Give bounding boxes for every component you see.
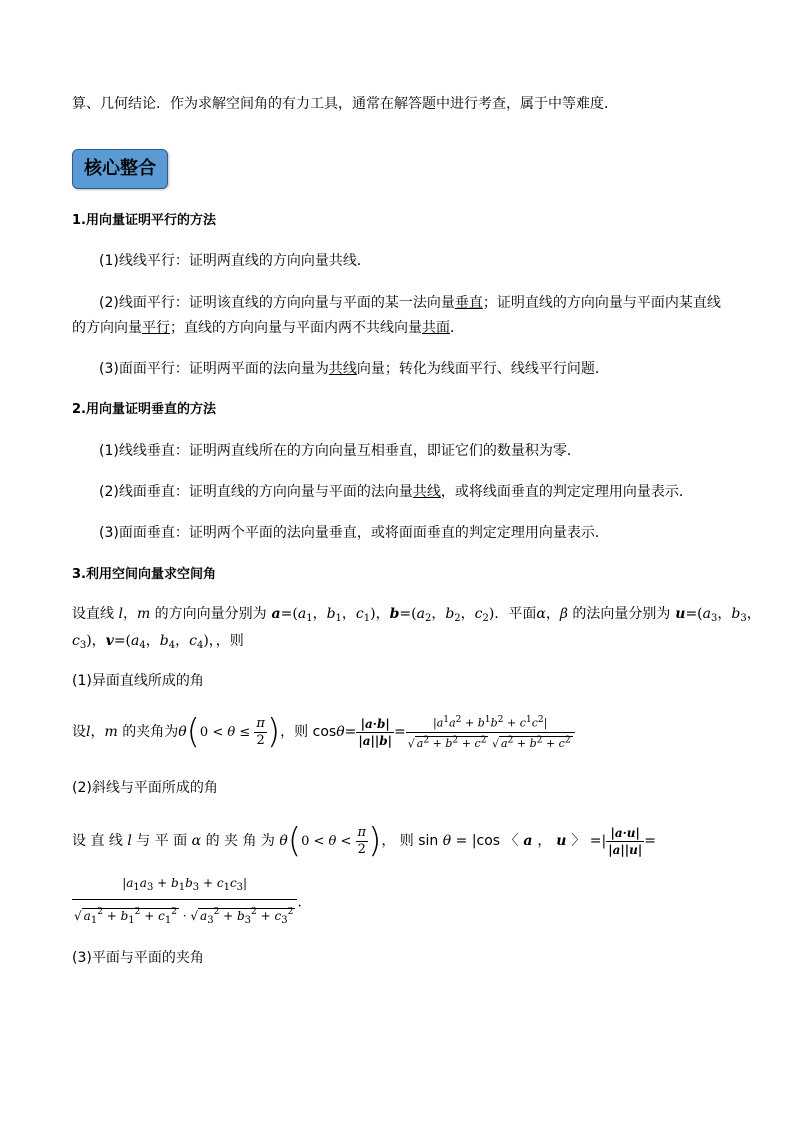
f1a: 设: [72, 724, 86, 741]
s1-p2h: ．: [450, 320, 464, 336]
section-badge: 核心整合: [72, 149, 168, 189]
intro-text: 算、几何结论．作为求解空间角的有力工具，通常在解答题中进行考查，属于中等难度．: [72, 96, 618, 112]
f1c: ，则 cos: [280, 724, 337, 741]
s3-setup2: ，: [122, 606, 137, 622]
s3-setup1: 设直线: [72, 606, 114, 622]
s1-p2g: 共面: [422, 320, 450, 336]
s2-p2b: 共线: [412, 484, 441, 500]
section-3-heading: 3.利用空间向量求空间角: [72, 567, 216, 582]
s3-sub3: (3)平面与平面的夹角: [72, 950, 204, 966]
s3-sub2: (2)斜线与平面所成的角: [72, 780, 218, 796]
f2f: ，: [537, 833, 552, 849]
s3-sub1: (1)异面直线所成的角: [72, 673, 204, 689]
s2-p2: [99, 482, 693, 502]
s1-p2e: 平行: [142, 320, 170, 336]
s3-setup5: 的法向量分别为: [572, 606, 671, 622]
s3-setup3: 的方向向量分别为: [154, 606, 267, 622]
section-2-heading: 2.用向量证明垂直的方法: [72, 402, 216, 417]
s1-p2-line1: [99, 293, 721, 313]
s3-setup-line1: 设直线 l，m 的方向向量分别为 $a=(a_1$，$b_1$，$c_1$)，$b=(a_2$，$b_2$，$c_2$)．平面α，β 的法向量分别为 $u=(a_3$，$b_3$，: [72, 606, 761, 624]
s2-p2c: ，或将线面垂直的判定定理用向量表示．: [440, 484, 693, 500]
f2c: 的 夹 角 为: [205, 833, 275, 849]
s1-p3c: 向量；转化为线面平行、线线平行问题．: [356, 361, 609, 377]
s3-setup6: ，则: [215, 633, 244, 649]
formula-angle-line-plane: 设 直 线 l 与 平 面 α 的 夹 角 为 θ(0 < θ < $\frac{\pi}{2}$ )， 则 sin θ = |cos 〈 a ， u 〉 =| $\frac{|a\cdot u|}{|a||u|}$ =: [72, 821, 656, 861]
s2-p2a: (2)线面垂直：证明直线的方向向量与平面的法向量: [99, 484, 413, 500]
formula-big-fraction: $\frac{|a_1a_3 + b_1b_3 + c_1c_3|}{√ a_1^2 + b_1^2 + c_1^2 \cdot √ a_3^2 + b_3^2 + c_3^2}$ .: [72, 872, 302, 928]
s1-p2a: (2)线面平行：证明该直线的方向向量与平面的某一法向量: [99, 295, 455, 311]
s3-setup-line2: $c_3$)，$v=(a_4$，$b_4$，$c_4$)，，则: [72, 633, 244, 651]
s1-p2c: ；证明直线的方向向量与平面内某直线: [482, 295, 721, 311]
s1-p2-line2: [72, 318, 464, 338]
section-1-heading: 1.用向量证明平行的方法: [72, 213, 216, 228]
s2-p1: (1)线线垂直：证明两直线所在的方向向量互相垂直，即证它们的数量积为零．: [99, 443, 581, 459]
s1-p2d: 的方向向量: [72, 320, 142, 336]
f2a: 设 直 线: [72, 833, 123, 849]
s1-p2b: 垂直: [454, 295, 483, 311]
s1-p1: (1)线线平行：证明两直线的方向向量共线．: [99, 253, 371, 269]
f2d: ， 则 sin: [381, 833, 439, 849]
s1-p2f: ；直线的方向向量与平面内两不共线向量: [170, 320, 422, 336]
s1-p3a: (3)面面平行：证明两平面的法向量为: [99, 361, 329, 377]
f2e: = |cos 〈: [455, 833, 519, 849]
s1-p3: [99, 359, 609, 379]
formula-angle-skew-lines: 设l，m 的夹角为θ(0 < θ ≤ $\frac{\pi}{2}$ )，则 cosθ= $\frac{|a\cdot b|}{|a||b|}$ = $\frac{|a^1a^2 + b^1b^2 + c^1c^2|}{√ a^2 + b^2 + c^2 √ a^2 + b^2 + c^2}$: [72, 712, 575, 752]
s1-p3b: 共线: [328, 361, 357, 377]
f1b: 的夹角为: [122, 724, 179, 741]
f2b: 与 平 面: [136, 833, 188, 849]
s3-setup4: ．平面: [494, 606, 537, 622]
f2g: 〉 =: [571, 833, 602, 849]
s2-p3: (3)面面垂直：证明两个平面的法向量垂直，或将面面垂直的判定定理用向量表示．: [99, 525, 609, 541]
